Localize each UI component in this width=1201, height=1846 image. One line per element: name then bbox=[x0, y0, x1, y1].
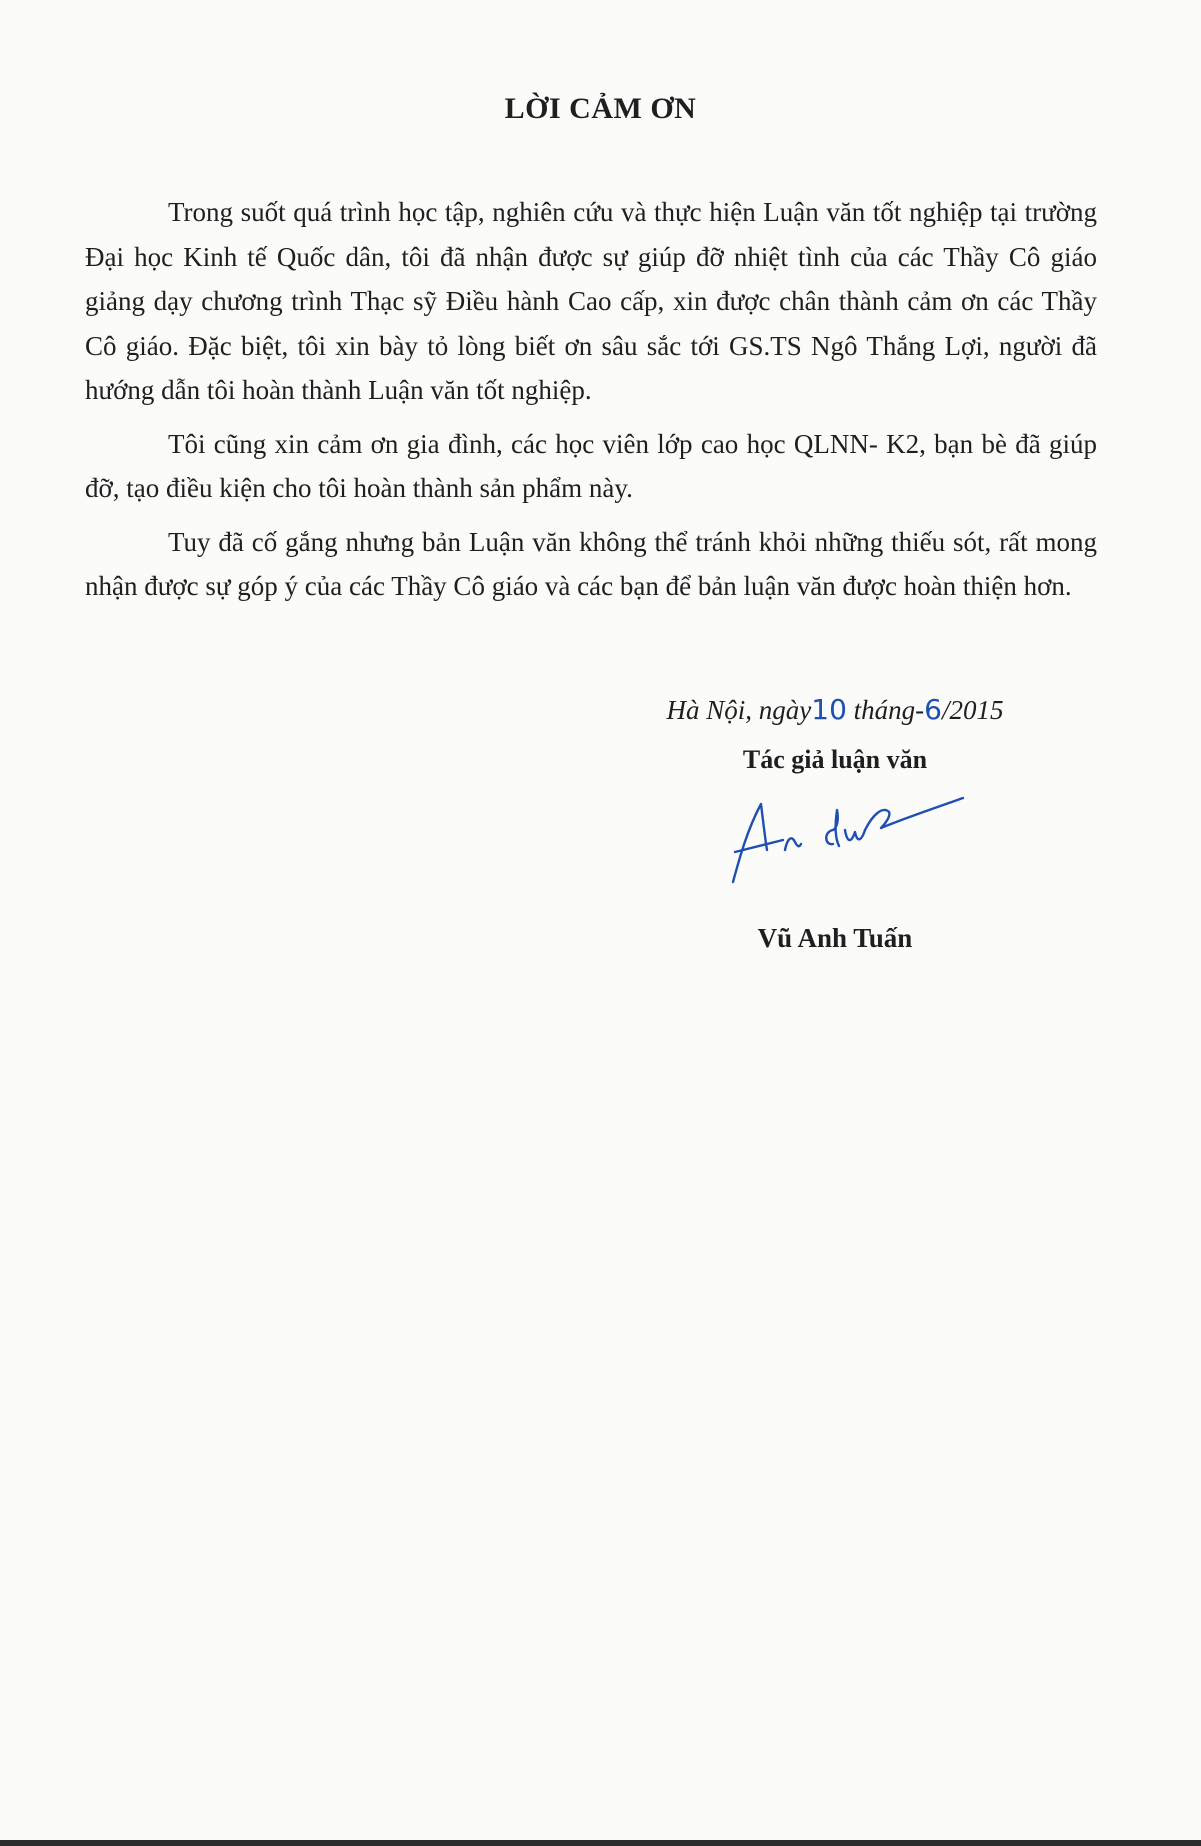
date-day-handwritten: 10 bbox=[811, 693, 847, 726]
scan-bottom-edge bbox=[0, 1840, 1201, 1846]
paragraph-3: Tuy đã cố gắng nhưng bản Luận văn không thể tránh khỏi những thiếu sót, rất mong nhận được sự góp ý của các Thầy Cô giáo và các bạn để bản luận văn được hoàn thiện hơn. bbox=[85, 526, 1097, 601]
signature-block bbox=[640, 690, 1030, 958]
paragraph-2: Tôi cũng xin cảm ơn gia đình, các học viên lớp cao học QLNN- K2, bạn bè đã giúp đỡ, tạo điều kiện cho tôi hoàn thành sản phẩm này. bbox=[85, 428, 1097, 503]
date-month-handwritten: 6 bbox=[924, 693, 942, 726]
document-body bbox=[85, 190, 1097, 618]
date-year-suffix: /2015 bbox=[941, 695, 1004, 725]
author-name: Vũ Anh Tuấn bbox=[757, 923, 913, 953]
date-line bbox=[640, 690, 1030, 730]
handwritten-signature bbox=[705, 790, 965, 900]
date-month-prefix: tháng- bbox=[846, 695, 925, 725]
document-title: LỜI CẢM ƠN bbox=[504, 92, 697, 125]
paragraph-1: Trong suốt quá trình học tập, nghiên cứu và thực hiện Luận văn tốt nghiệp tại trường Đại học Kinh tế Quốc dân, tôi đã nhận được sự giúp đỡ nhiệt tình của các Thầy Cô giáo giảng dạy chương trình Thạc sỹ Điều hành Cao cấp, xin được chân thành cảm ơn các Thầy Cô giáo. Đặc biệt, tôi xin bày tỏ lòng biết ơn sâu sắc tới GS.TS Ngô Thắng Lợi, người đã hướng dẫn tôi hoàn thành Luận văn tốt nghiệp. bbox=[85, 197, 1097, 405]
date-place-prefix: Hà Nội, ngày bbox=[666, 695, 812, 725]
author-label: Tác giả luận văn bbox=[742, 745, 928, 774]
